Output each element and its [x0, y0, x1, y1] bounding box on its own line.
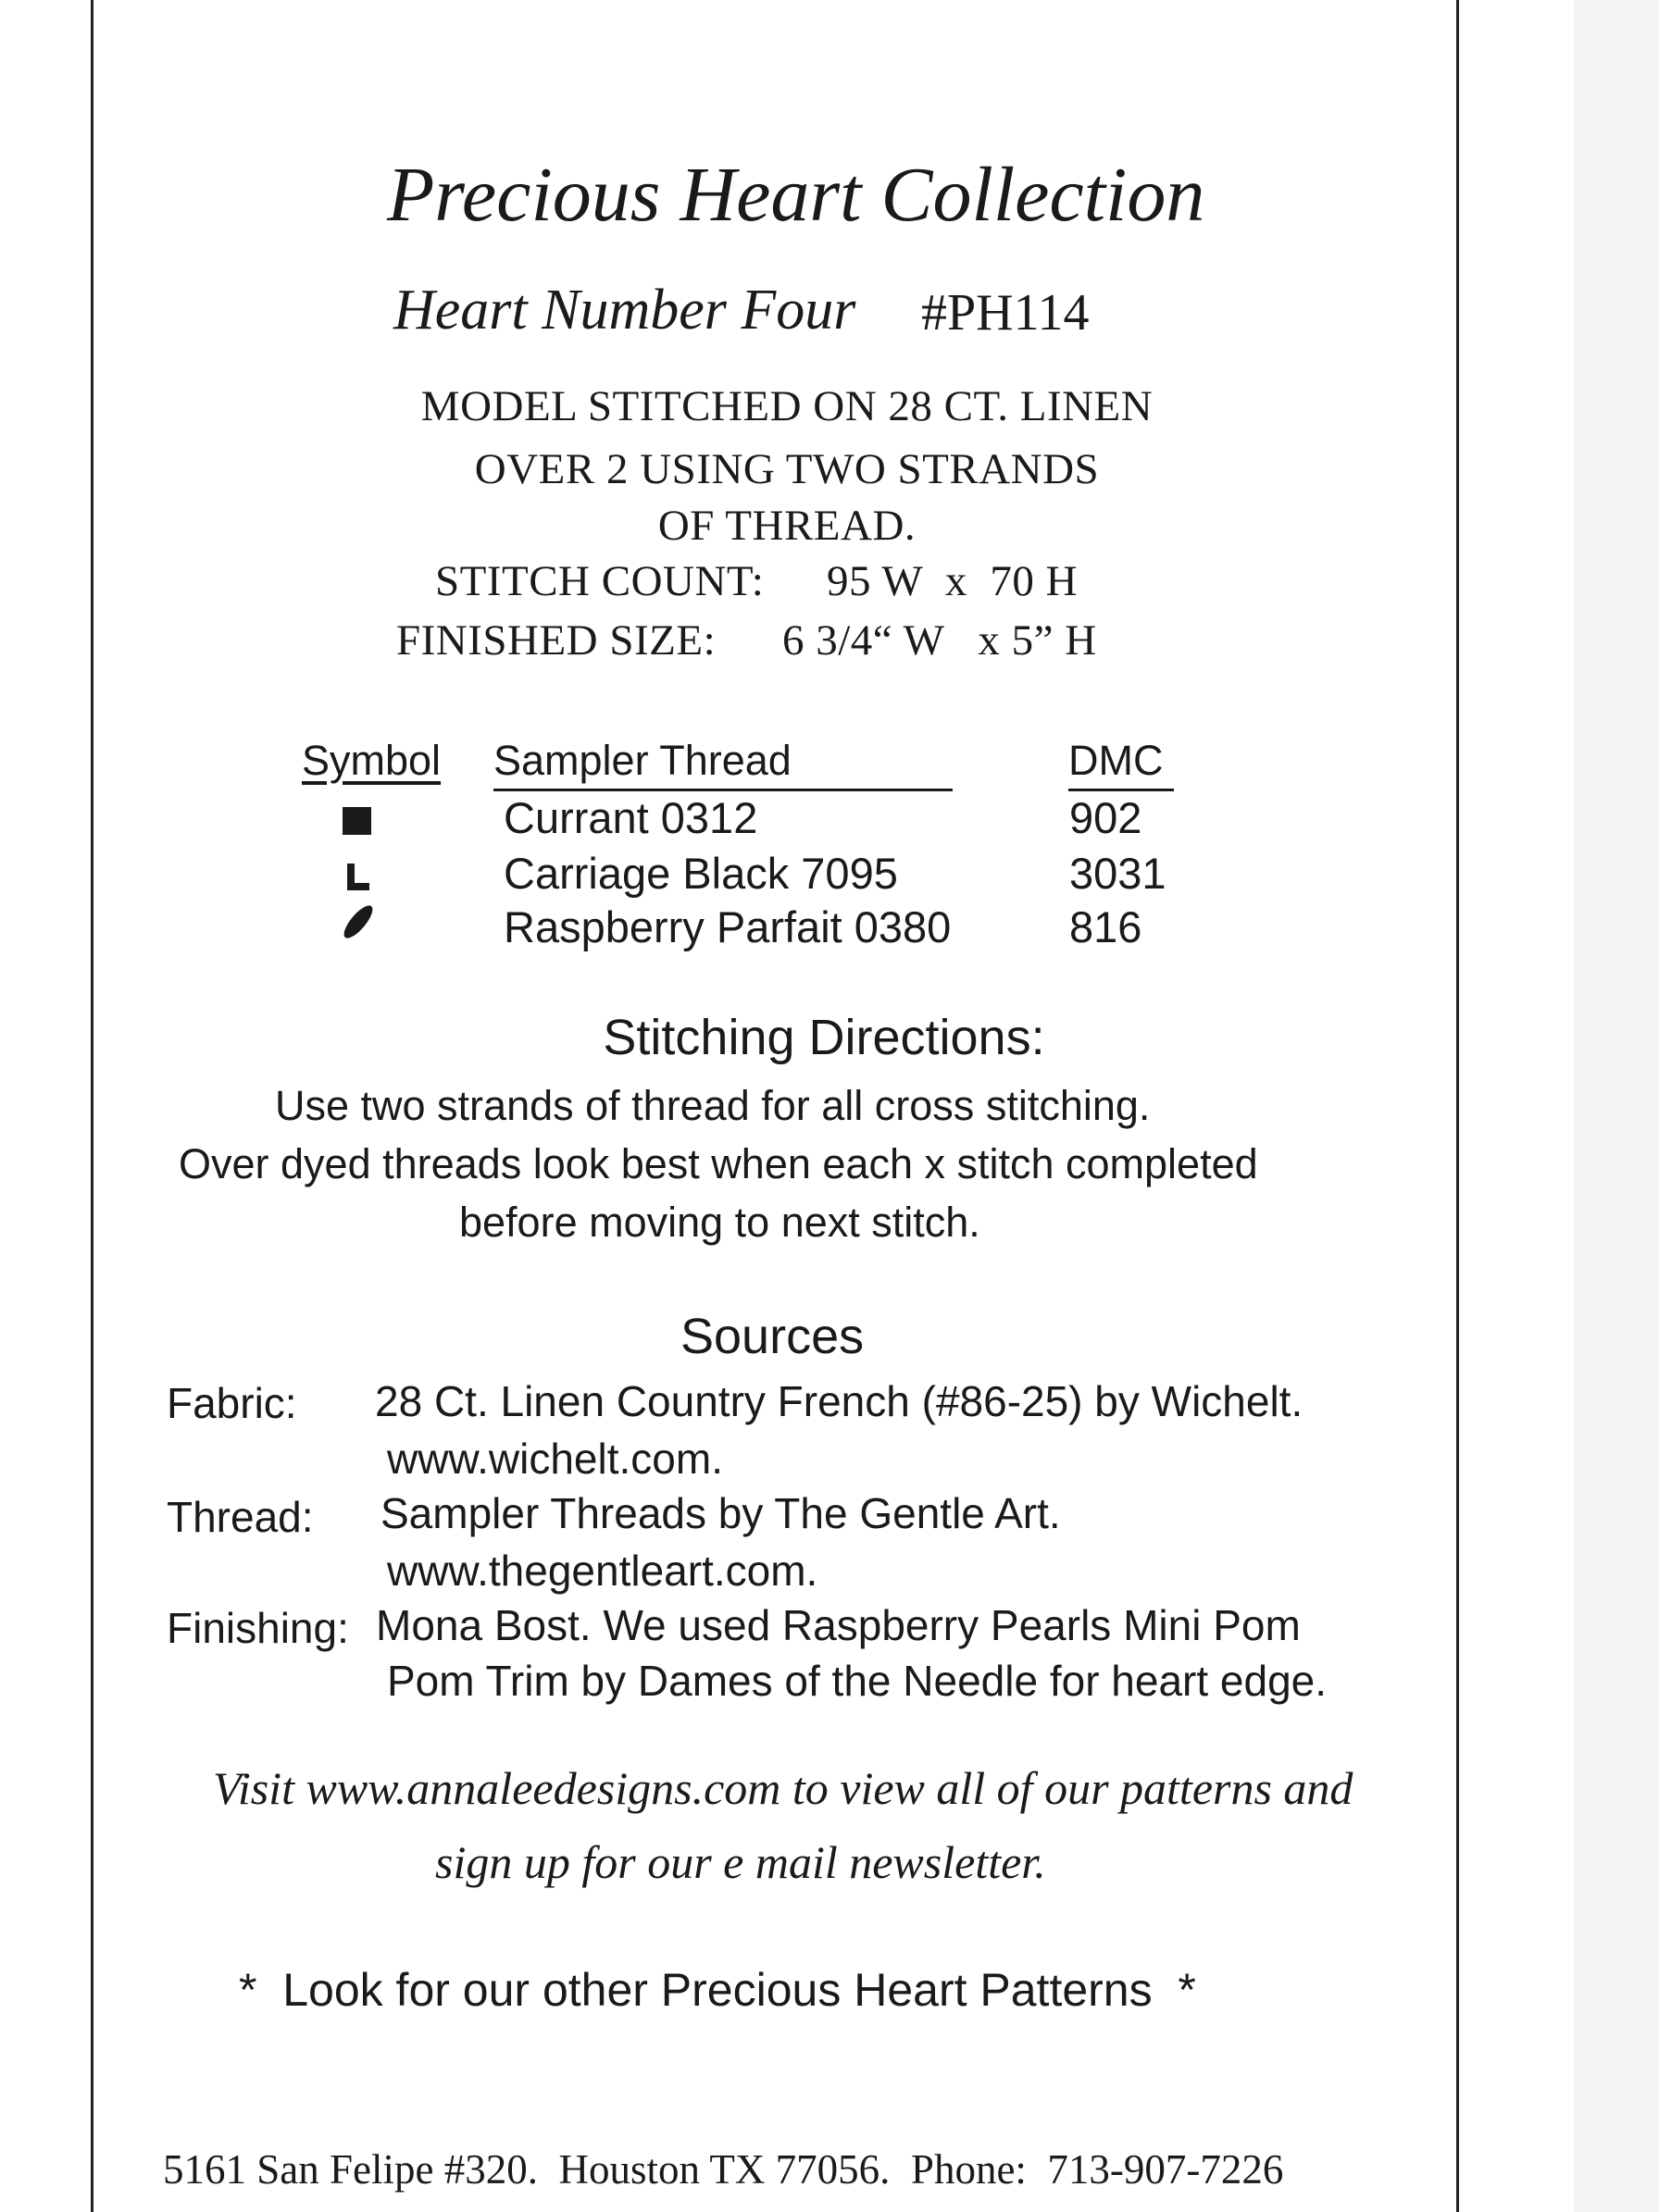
header-symbol: Symbol: [302, 737, 442, 784]
promo-line: * Look for our other Precious Heart Patterns *: [239, 1964, 1196, 2016]
header-sampler-thread: [493, 737, 953, 791]
directions-line-3: before moving to next stitch.: [459, 1199, 980, 1246]
fabric-line-2: www.wichelt.com.: [387, 1435, 723, 1483]
thread-name: Currant 0312: [504, 793, 758, 842]
finished-size-value: 6 3/4“ W x 5” H: [782, 616, 1097, 665]
thread-line-1: Sampler Threads by The Gentle Art.: [380, 1489, 1061, 1537]
finished-size-label: FINISHED SIZE:: [396, 616, 717, 665]
footer-address: 5161 San Felipe #320. Houston TX 77056. Phone: 713-907-7226: [163, 2146, 1284, 2193]
spec-line-3: OF THREAD.: [657, 502, 917, 550]
dmc-number: 902: [1069, 793, 1142, 842]
collection-title: Precious Heart Collection: [387, 152, 1205, 238]
thread-name: Carriage Black 7095: [504, 849, 898, 898]
spec-line-1: MODEL STITCHED ON 28 CT. LINEN: [420, 382, 1154, 430]
pattern-code: #PH114: [921, 284, 1090, 342]
fabric-line-1: 28 Ct. Linen Country French (#86-25) by Wichelt.: [375, 1377, 1304, 1425]
finishing-label: Finishing:: [167, 1604, 349, 1652]
stitch-count-value: 95 W x 70 H: [827, 557, 1079, 605]
thread-line-2: www.thegentleart.com.: [387, 1547, 818, 1595]
sources-heading: Sources: [680, 1309, 865, 1364]
l-shape-icon: [345, 864, 370, 890]
spec-line-2: OVER 2 USING TWO STRANDS: [474, 445, 1100, 493]
stitch-count-label: STITCH COUNT:: [435, 557, 765, 605]
directions-line-1: Use two strands of thread for all cross stitching.: [275, 1082, 1151, 1129]
filled-square-icon: [343, 807, 371, 835]
header-dmc: [1068, 737, 1174, 791]
slash-oval-icon: [339, 902, 378, 941]
header-sampler-thread-label: Sampler Thread: [493, 737, 792, 784]
thread-name: Raspberry Parfait 0380: [504, 902, 952, 951]
pattern-name: Heart Number Four: [393, 279, 856, 342]
header-dmc-label: DMC: [1068, 737, 1164, 784]
finishing-line-1: Mona Bost. We used Raspberry Pearls Mini Pom: [376, 1601, 1301, 1649]
directions-heading: Stitching Directions:: [603, 1010, 1045, 1065]
dmc-number: 816: [1069, 902, 1142, 951]
visit-line-1: Visit www.annaleedesigns.com to view all of our patterns and: [213, 1762, 1353, 1814]
scan-edge-strip: [1574, 0, 1659, 2212]
thread-label: Thread:: [167, 1493, 314, 1541]
directions-line-2: Over dyed threads look best when each x stitch completed: [179, 1140, 1258, 1187]
dmc-number: 3031: [1069, 849, 1166, 898]
finishing-line-2: Pom Trim by Dames of the Needle for heart edge.: [387, 1657, 1328, 1705]
fabric-label: Fabric:: [167, 1379, 297, 1427]
visit-line-2: sign up for our e mail newsletter.: [435, 1836, 1046, 1888]
